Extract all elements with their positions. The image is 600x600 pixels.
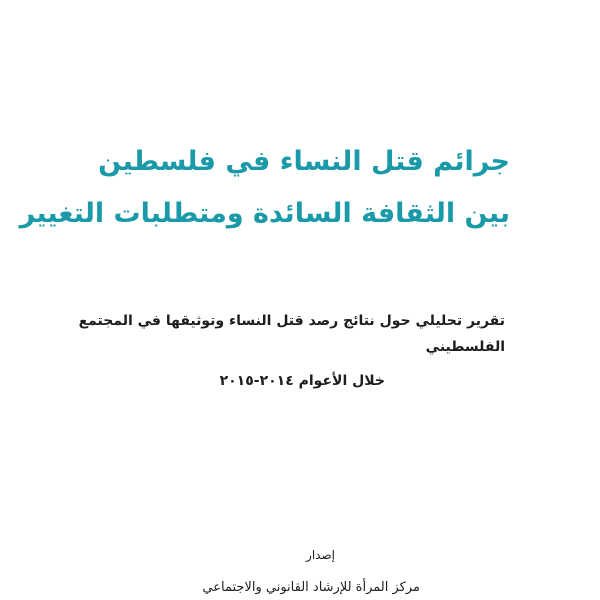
document-title <box>19 136 510 240</box>
report-period: خلال الأعوام ٢٠١٤-٢٠١٥ <box>219 373 385 389</box>
title-line-2: بين الثقافة السائدة ومتطلبات التغيير <box>19 198 510 229</box>
title-line-1: جرائم قتل النساء في فلسطين <box>98 146 510 177</box>
subtitle-line-1: تقرير تحليلي حول نتائج رصد قتل النساء وتوثيقها في المجتمع <box>78 313 505 329</box>
report-subtitle <box>65 308 505 360</box>
publisher-name: مركز المرأة للإرشاد القانوني والاجتماعي <box>202 580 420 595</box>
publisher-label: إصدار <box>306 548 335 562</box>
subtitle-line-2: الفلسطيني <box>425 339 505 355</box>
